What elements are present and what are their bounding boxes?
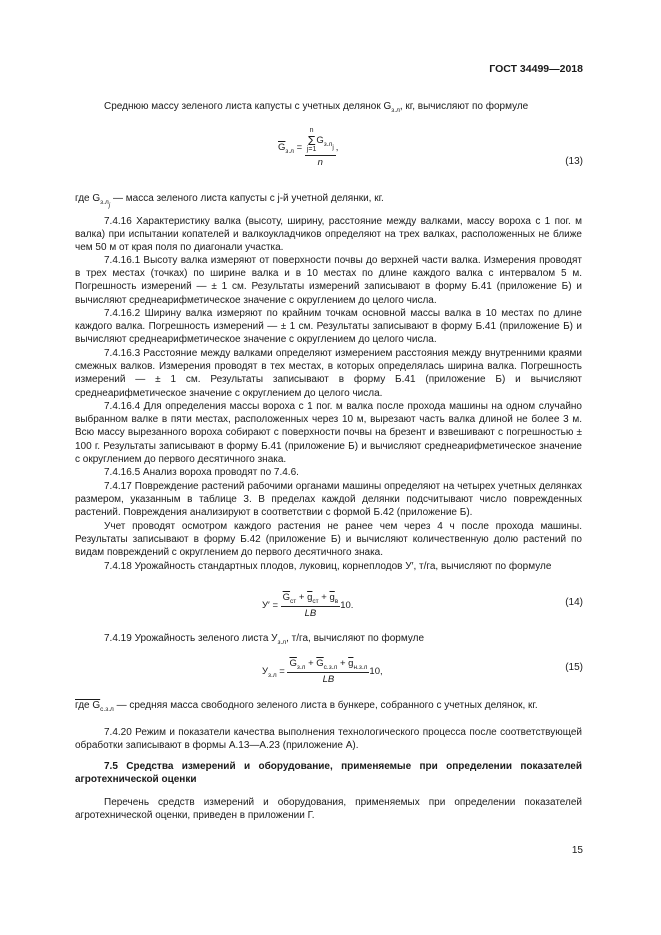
section-7-5-title: 7.5 Средства измерений и оборудование, применяемые при определении показателей агротехнической оценки [75,761,582,786]
paragraph-7-4-18: 7.4.18 Урожайность стандартных плодов, луковиц, корнеплодов У′, т/га, вычисляют по формуле [104,561,552,572]
paragraph-7-4-16-1: 7.4.16.1 Высоту валка измеряют от поверхности почвы до верхней части валка. Измерения проводят в трех местах (точках) по ширине валка и в 10 местах по длине каждого валка с интервалом 5 м. Погрешность измерений — ± 1 см. Результаты измерений записывают в форму Б.41 (приложение Б) и вычисляют среднеарифметическое значение с округлением до целого числа. [75,255,582,306]
equation-number-15: (15) [565,662,583,673]
equation-number-13: (13) [565,156,583,167]
paragraph-7-4-19: 7.4.19 Урожайность зеленого листа $У_{з.л}$, т/га, вычисляют по формуле [104,633,425,646]
paragraph-accounting: Учет проводят осмотром каждого растения не ранее чем через 4 ч после прохода машины. Результаты записывают в форму Б.42 (приложение Б) и вычисляют количественную долю растений по видам повреждений с округлением до первого десятичного знака. [75,521,582,559]
standard-header: ГОСТ 34499—2018 [489,63,583,75]
intro-paragraph: Среднюю массу зеленого листа капусты с учетных делянок $G_{з.л}$, кг, вычисляют по формуле [104,101,529,114]
paragraph-7-4-17: 7.4.17 Повреждение растений рабочими органами машины определяют на четырех учетных делянках размером, указанным в таблице 3. В пределах каждой делянки подсчитывают число поврежденных растений. Повреждения анализируют в соответствии с формой Б.42 (приложение Б). [75,481,582,519]
where-15: где $G_{с.з.л}$ — средняя масса свободного зеленого листа в бункере, собранного с учетных делянок, кг. [75,700,538,713]
formula-15: $У_{з.л}$ = $\frac{\overline{G}_{з.л} + \overline{G}_{с.з.л} + \overline{g}_{н.з.л}}{LB}$ 10, [262,658,383,685]
paragraph-7-4-16-2: 7.4.16.2 Ширину валка измеряют по крайним точкам основной массы валка в 10 местах по длине каждого валка. Погрешность измерений — ± 1 см. Результаты записывают в форму Б.41 (приложение Б) и вычисляют среднеарифметическое значение с округлением до целого числа. [75,308,582,346]
paragraph-7-4-16-5: 7.4.16.5 Анализ вороха проводят по 7.4.6. [104,467,299,478]
page-number: 15 [571,845,583,856]
formula-14: У′ = $\frac{\overline{G}_{ст} + \overline{g}_{ст} + \overline{g}_в}{LB}$ 10. [262,592,354,619]
paragraph-7-4-16: 7.4.16 Характеристику валка (высоту, ширину, расстояние между валками, массу вороха с 1 пог. м валка) при испытании копателей и валкоукладчиков определяют на трех валках, расположенных не ближе чем 50 м от края поля по диагонали участка. [75,216,582,254]
paragraph-7-4-16-4: 7.4.16.4 Для определения массы вороха с 1 пог. м валка после прохода машины на одном случайно выбранном валке в пяти местах, расположенных через 10 м, вырезают часть валка длиной не более 3 м. Всю массу вырезанного вороха собирают с поверхности почвы на брезент и взвешивают с погрешностью ± 100 г. Результаты записывают в форму Б.41 (приложение Б) и вычисляют среднеарифметическое значение с округлением до первого десятичного знака. [75,401,582,465]
paragraph-7-4-16-3: 7.4.16.3 Расстояние между валками определяют измерением расстояния между внутренними краями смежных валков. Измерения проводят в тех местах, в которых определялась ширина валка. Погрешность измерений — ± 1 см. Результаты записывают в форму Б.41 (приложение Б) и вычисляют среднеарифметическое значение с округлением до целого числа. [75,348,582,399]
equation-number-14: (14) [565,597,583,608]
paragraph-7-4-20: 7.4.20 Режим и показатели качества выполнения технологического процесса после соответствующей обработки записывают в формы А.13—А.23 (приложение А). [75,727,582,752]
formula-13: $\overline{G}_{з.л}$ = n Σ j=1 $G_{з.л_j}$ n , [278,127,339,168]
paragraph-7-5-body: Перечень средств измерений и оборудования, применяемых при определении показателей агротехнической оценки, приведен в приложении Г. [75,797,582,822]
where-13: где $G_{з.л_j}$ — масса зеленого листа капусты с j-й учетной делянки, кг. [75,193,384,209]
